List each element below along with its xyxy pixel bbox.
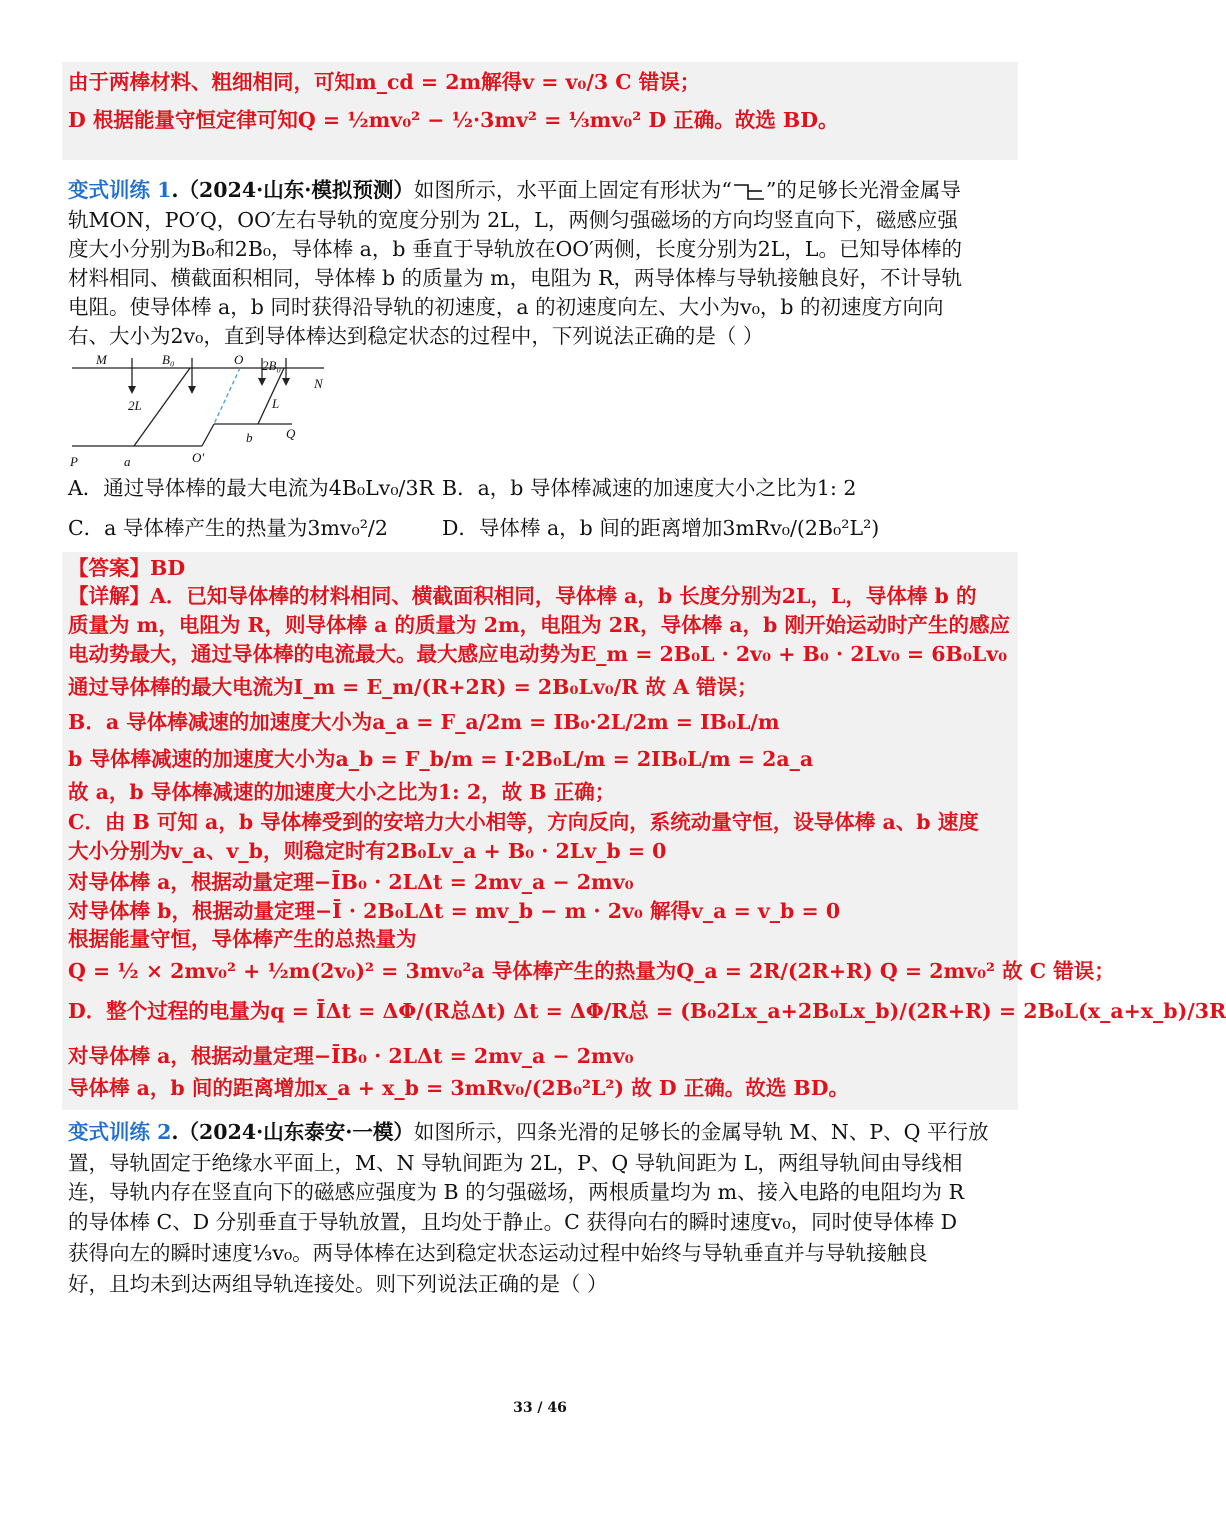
label-N: N [314,376,323,391]
label-O: O [234,352,244,367]
label-L: L [272,396,280,411]
problem-1-line-1: 变式训练 1.（2024·山东·模拟预测）如图所示，水平面上固定有形状为“ ”的足够长光滑金属导 [68,178,961,202]
problem-1-text-1a: 如图所示，水平面上固定有形状为“ [413,178,732,202]
problem-2 [62,1116,1018,1306]
problem-2-text-1: 如图所示，四条光滑的足够长的金属导轨 M、N、P、Q 平行放 [413,1120,989,1144]
solution-1-line-14: D．整个过程的电量为q = ĪΔt = ΔΦ/(R总Δt) Δt = ΔΦ/R总 = (B₀2Lx_a+2B₀Lx_b)/(2R+R) = 2B₀L(x_a+x_b)/3R [68,999,1226,1023]
solution-1-line-15: 对导体棒 a，根据动量定理−ĪB₀ · 2LΔt = 2mv_a − 2mv₀ [68,1044,634,1068]
oo-prime-line [214,368,240,424]
solution-1-line-8: C．由 B 可知 a，b 导体棒受到的安培力大小相等，方向反向，系统动量守恒，设导体棒 a、b 速度 [68,810,979,834]
solution-1-line-7: 故 a，b 导体棒减速的加速度大小之比为1: 2，故 B 正确； [68,780,616,804]
label-b: b [246,430,253,445]
rod-a [134,368,190,446]
solution-1-line-11: 对导体棒 b，根据动量定理−Ī · 2B₀LΔt = mv_b − m · 2v₀ 解得v_a = v_b = 0 [68,899,841,923]
label-2B0: 2B₀ [262,358,281,373]
solution-1-answer: 【答案】BD [68,556,186,580]
problem-1 [62,172,1018,352]
solution-1-line-1: 【详解】A．已知导体棒的材料相同、横截面积相同，导体棒 a，b 长度分别为2L，L，导体棒 b 的 [68,584,977,608]
solution-1-line-9: 大小分别为v_a、v_b，则稳定时有2B₀Lv_a + B₀ · 2Lv_b = 0 [68,839,667,863]
solution-1-line-13: Q = ½ × 2mv₀² + ½m(2v₀)² = 3mv₀²a 导体棒产生的热量为Q_a = 2R/(2R+R) Q = 2mv₀² 故 C 错误； [68,959,1115,983]
problem-2-line-6: 好，且均未到达两组导轨连接处。则下列说法正确的是（ ） [68,1272,608,1296]
solution-1-line-3: 电动势最大，通过导体棒的电流最大。最大感应电动势为E_m = 2B₀L · 2v₀ + B₀ · 2Lv₀ = 6B₀Lv₀ [68,642,1008,666]
problem-1-line-2: 轨MON，PO′Q，OO′左右导轨的宽度分别为 2L，L，两侧匀强磁场的方向均竖直向下，磁感应强 [68,208,958,232]
label-2L: 2L [128,398,142,413]
previous-solution-line-2: D 根据能量守恒定律可知Q = ½mv₀² − ½·3mv² = ⅓mv₀² D 正确。故选 BD。 [68,108,839,132]
problem-2-label: 变式训练 2 [68,1120,172,1144]
rail-shape-icon [732,181,766,203]
problem-1-label: 变式训练 1 [68,178,172,202]
label-M: M [96,352,107,367]
option-B: B．a，b 导体棒减速的加速度大小之比为1: 2 [442,476,857,500]
solution-1-line-5: B．a 导体棒减速的加速度大小为a_a = F_a/2m = IB₀·2L/2m = IB₀L/m [68,710,780,734]
label-Q: Q [286,426,296,441]
problem-2-line-5: 获得向左的瞬时速度⅓v₀。两导体棒在达到稳定状态运动过程中始终与导轨垂直并与导轨接触良 [68,1241,928,1265]
solution-1-line-4: 通过导体棒的最大电流为I_m = E_m/(R+2R) = 2B₀Lv₀/R 故 A 错误； [68,675,758,699]
previous-solution-block [62,62,1018,160]
rail-diagram [62,350,342,470]
problem-2-source: （2024·山东泰安·一模） [178,1120,414,1144]
label-a: a [124,454,131,469]
solution-1-line-10: 对导体棒 a，根据动量定理−ĪB₀ · 2LΔt = 2mv_a − 2mv₀ [68,870,634,894]
label-B0: B₀ [162,352,175,367]
solution-1-line-12: 根据能量守恒，导体棒产生的总热量为 [68,927,417,951]
problem-1-source: （2024·山东·模拟预测） [178,178,414,202]
solution-1-line-2: 质量为 m，电阻为 R，则导体棒 a 的质量为 2m，电阻为 2R，导体棒 a，b 刚开始运动时产生的感应 [68,613,1010,637]
problem-1-line-6: 右、大小为2v₀，直到导体棒达到稳定状态的过程中，下列说法正确的是（ ） [68,324,764,348]
problem-2-line-2: 置，导轨固定于绝缘水平面上，M、N 导轨间距为 2L，P、Q 导轨间距为 L，两组导轨间由导线相 [68,1151,963,1175]
problem-2-line-3: 连，导轨内存在竖直向下的磁感应强度为 B 的匀强磁场，两根质量均为 m、接入电路的电阻均为 R [68,1180,965,1204]
problem-1-line-4: 材料相同、横截面积相同，导体棒 b 的质量为 m，电阻为 R，两导体棒与导轨接触良好，不计导轨 [68,266,963,290]
rail-step [202,424,214,446]
solution-1-line-16: 导体棒 a，b 间的距离增加x_a + x_b = 3mRv₀/(2B₀²L²) 故 D 正确。故选 BD。 [68,1076,849,1100]
problem-1-text-1b: ”的足够长光滑金属导 [765,178,961,202]
option-D: D．导体棒 a，b 间的距离增加3mRv₀/(2B₀²L²) [442,516,880,540]
solution-1-block [62,552,1226,1110]
label-O-prime: O′ [192,450,205,465]
problem-1-line-3: 度大小分别为B₀和2B₀，导体棒 a，b 垂直于导轨放在OO′两侧，长度分别为2L，L。已知导体棒的 [68,237,963,261]
problem-1-line-5: 电阻。使导体棒 a，b 同时获得沿导轨的初速度，a 的初速度向左、大小为v₀，b 的初速度方向向 [68,295,944,319]
previous-solution-line-1: 由于两棒材料、粗细相同，可知m_cd = 2m解得v = v₀/3 C 错误； [68,70,701,94]
option-A: A．通过导体棒的最大电流为4B₀Lv₀/3R [68,476,434,500]
problem-2-line-4: 的导体棒 C、D 分别垂直于导轨放置，且均处于静止。C 获得向右的瞬时速度v₀，同时使导体棒 D [68,1210,958,1234]
solution-1-line-6: b 导体棒减速的加速度大小为a_b = F_b/m = I·2B₀L/m = 2IB₀L/m = 2a_a [68,747,814,771]
page-number: 33 / 46 [513,1400,567,1416]
option-C: C．a 导体棒产生的热量为3mv₀²/2 [68,516,388,540]
problem-2-line-1: 变式训练 2.（2024·山东泰安·一模）如图所示，四条光滑的足够长的金属导轨 M、N、P、Q 平行放 [68,1120,989,1144]
label-P: P [70,454,78,469]
